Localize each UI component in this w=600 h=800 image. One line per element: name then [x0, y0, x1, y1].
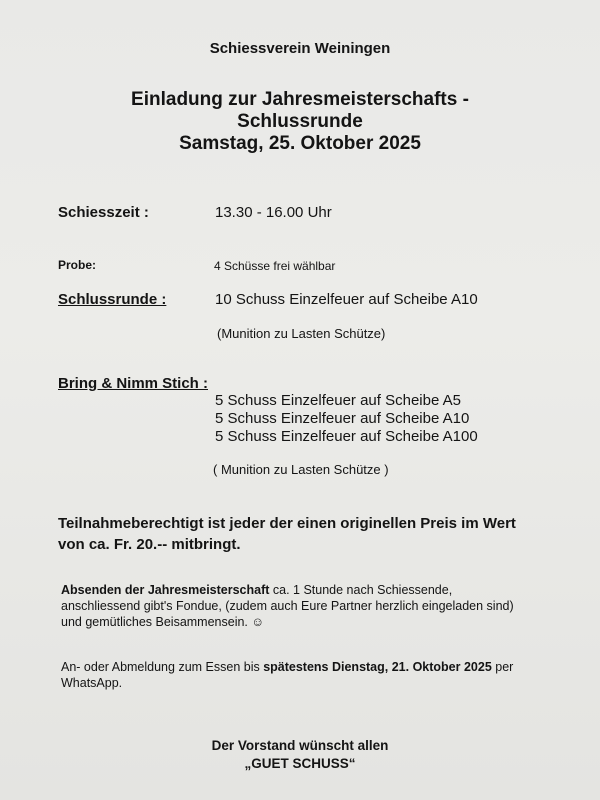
absenden-rest: ca. 1 Stunde nach Schiessende,	[269, 583, 453, 597]
absenden-bold: Absenden der Jahresmeisterschaft	[61, 583, 270, 597]
stich-line-1: 5 Schuss Einzelfeuer auf Scheibe A5	[215, 392, 461, 409]
registration-prefix: An- oder Abmeldung zum Essen bis	[61, 660, 264, 674]
stich-label: Bring & Nimm Stich :	[58, 375, 209, 392]
title-line-1: Einladung zur Jahresmeisterschafts -	[131, 89, 469, 110]
registration-line-1	[61, 659, 513, 675]
schlussrunde-value: 10 Schuss Einzelfeuer auf Scheibe A10	[215, 291, 478, 308]
stich-line-3: 5 Schuss Einzelfeuer auf Scheibe A100	[215, 428, 478, 445]
event-date: Samstag, 25. Oktober 2025	[179, 133, 421, 154]
registration-suffix: per	[491, 660, 514, 674]
registration-line-2: WhatsApp.	[61, 676, 123, 690]
schlussrunde-label: Schlussrunde :	[58, 291, 167, 308]
absenden-line-2: anschliessend gibt's Fondue, (zudem auch Eure Partner herzlich eingeladen sind)	[61, 599, 514, 613]
munition-note-1: (Munition zu Lasten Schütze)	[217, 326, 386, 341]
stich-line-2: 5 Schuss Einzelfeuer auf Scheibe A10	[215, 410, 470, 427]
signoff-line-1: Der Vorstand wünscht allen	[211, 738, 389, 753]
eligibility-line-1: Teilnahmeberechtigt ist jeder der einen originellen Preis im Wert	[58, 515, 516, 532]
probe-value: 4 Schüsse frei wählbar	[214, 259, 336, 273]
title-line-2: Schlussrunde	[237, 111, 363, 132]
absenden-line-3: und gemütliches Beisammensein. ☺	[61, 615, 265, 629]
signoff-line-2: „GUET SCHUSS“	[244, 756, 356, 771]
schiesszeit-value: 13.30 - 16.00 Uhr	[215, 204, 332, 221]
schiesszeit-label: Schiesszeit :	[58, 204, 149, 221]
eligibility-line-2: von ca. Fr. 20.-- mitbringt.	[58, 536, 241, 553]
probe-label: Probe:	[58, 258, 97, 272]
registration-deadline: spätestens Dienstag, 21. Oktober 2025	[263, 660, 492, 674]
munition-note-2: ( Munition zu Lasten Schütze )	[213, 462, 389, 477]
club-name: Schiessverein Weiningen	[209, 40, 391, 57]
absenden-line-1	[61, 582, 452, 598]
